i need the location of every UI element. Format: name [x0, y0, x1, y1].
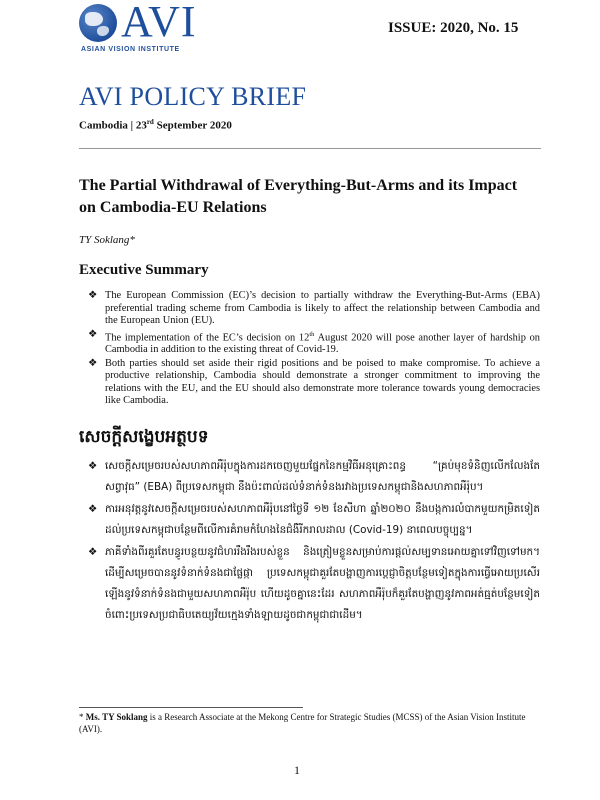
- dateline-ordinal: rd: [146, 118, 154, 126]
- bullet-text: Both parties should set aside their rigid positions and be poised to make compromise. To achieve a productive relationship, Cambodia should demonstrate a stronger commitment to improving the relations with the EU, and the EU should also demonstrate more tolerance towards young democracies like Cambodia.: [105, 357, 540, 407]
- diamond-bullet-icon: ❖: [88, 460, 98, 472]
- page-number: 1: [294, 763, 300, 777]
- header-divider: [79, 148, 541, 149]
- author: TY Soklang*: [79, 234, 135, 246]
- diamond-bullet-icon: ❖: [88, 328, 98, 340]
- list-item: [88, 456, 540, 498]
- executive-summary-heading: Executive Summary: [79, 262, 209, 278]
- list-item: [88, 499, 540, 541]
- diamond-bullet-icon: ❖: [88, 290, 98, 301]
- list-item: [88, 542, 540, 626]
- bullet-text: សេចក្តីសម្រេចរបស់សហភាពអឺរ៉ុបក្នុងការដកចេញមួយផ្នែកនៃកម្មវិធីអនុគ្រោះពន្ធ “គ្រប់មុខទំនិញលើកលែងតែសព្វាវុធ” (EBA) ពីប្រទេសកម្ពុជា នឹងប៉ះពាល់ដល់ទំនាក់ទំនងរវាងប្រទេសកម្ពុជានិងសហភាពអឺរ៉ុប។: [105, 460, 540, 493]
- diamond-bullet-icon: ❖: [88, 546, 98, 558]
- bullet-text: The European Commission (EC)’s decision to partially withdraw the Everything-But-Arms (EBA) preferential trading scheme from Cambodia is likely to affect the relationship between Cambodia and the European Union (EU).: [105, 290, 540, 326]
- bullet-text-start: The implementation of the EC’s decision on 12: [105, 331, 310, 343]
- list-item: [88, 329, 540, 357]
- footnote-star: *: [79, 712, 86, 722]
- executive-summary-list: [88, 290, 540, 409]
- article-title: The Partial Withdrawal of Everything-But-Arms and its Impact on Cambodia-EU Relations: [79, 177, 518, 216]
- bullet-text: ភាគីទាំងពីរគួរតែបន្ធូរបន្ថយនូវជំហររឹងរឹងរបស់ខ្លួន និងត្រៀមខ្លួនសម្រាប់ការផ្តល់សម្បទានអោយគ្នាទៅវិញទៅមក។ ដើម្បីសម្រេចបាននូវទំនាក់ទំនងជាផ្លែផ្កា ប្រទេសកម្ពុជាគួរតែបង្ហាញការប្តេជ្ញាចិត្តបន្ថែមទៀតក្នុងការធ្វើអោយប្រសើរឡើងនូវទំនាក់ទំនងជាមួយសហភាពអឺរ៉ុប ហើយដូចគ្នានេះដែរ សហភាពអឺរ៉ុបក៏គួរតែបង្ហាញនូវភាពអត់ធ្មត់បន្ថែមទៀតចំពោះប្រទេសប្រជាធិបតេយ្យវ័យក្មេងទាំងឡាយដូចជាកម្ពុជាជាដើម។: [105, 546, 540, 621]
- avi-logo: [79, 2, 239, 64]
- bullet-text: ការអនុវត្តនូវសេចក្តីសម្រេចរបស់សហភាពអឺរ៉ុបនៅថ្ងៃទី ១២ ខែសីហា ឆ្នាំ២០២០ នឹងបង្កការលំបាកមួយកម្រិតទៀតដល់ប្រទេសកម្ពុជាបន្ថែមពីលើការគំរាមកំហែងនៃជំងឺរីករាលដាល (Covid-19) នាពេលបច្ចុប្បន្ន។: [105, 503, 540, 536]
- logo-text: AVI: [121, 0, 197, 46]
- footnote-divider: [79, 707, 303, 708]
- khmer-summary-list: [88, 456, 540, 627]
- dateline: [79, 118, 232, 132]
- khmer-summary-heading: សេចក្តីសង្ខេបអត្ថបទ: [79, 427, 209, 447]
- dateline-prefix: Cambodia | 23: [79, 119, 147, 132]
- logo-tagline: ASIAN VISION INSTITUTE: [81, 46, 180, 53]
- footnote-text: is a Research Associate at the Mekong Centre for Strategic Studies (MCSS) of the Asian Vision Institute (AVI).: [79, 712, 526, 734]
- issue-number: ISSUE: 2020, No. 15: [388, 20, 519, 36]
- diamond-bullet-icon: ❖: [88, 503, 98, 515]
- list-item: [88, 358, 540, 408]
- bullet-ordinal: th: [309, 330, 315, 338]
- diamond-bullet-icon: ❖: [88, 357, 98, 369]
- list-item: [88, 290, 540, 328]
- bullet-text-end: August 2020 will pose another layer of hardship on Cambodia in addition to the existing threat of Covid-19.: [105, 331, 540, 356]
- dateline-suffix: September 2020: [153, 119, 232, 132]
- globe-icon: [79, 4, 117, 42]
- author-footnote: [79, 711, 541, 735]
- brief-title: AVI POLICY BRIEF: [79, 82, 307, 111]
- footnote-name: Ms. TY Soklang: [85, 712, 148, 722]
